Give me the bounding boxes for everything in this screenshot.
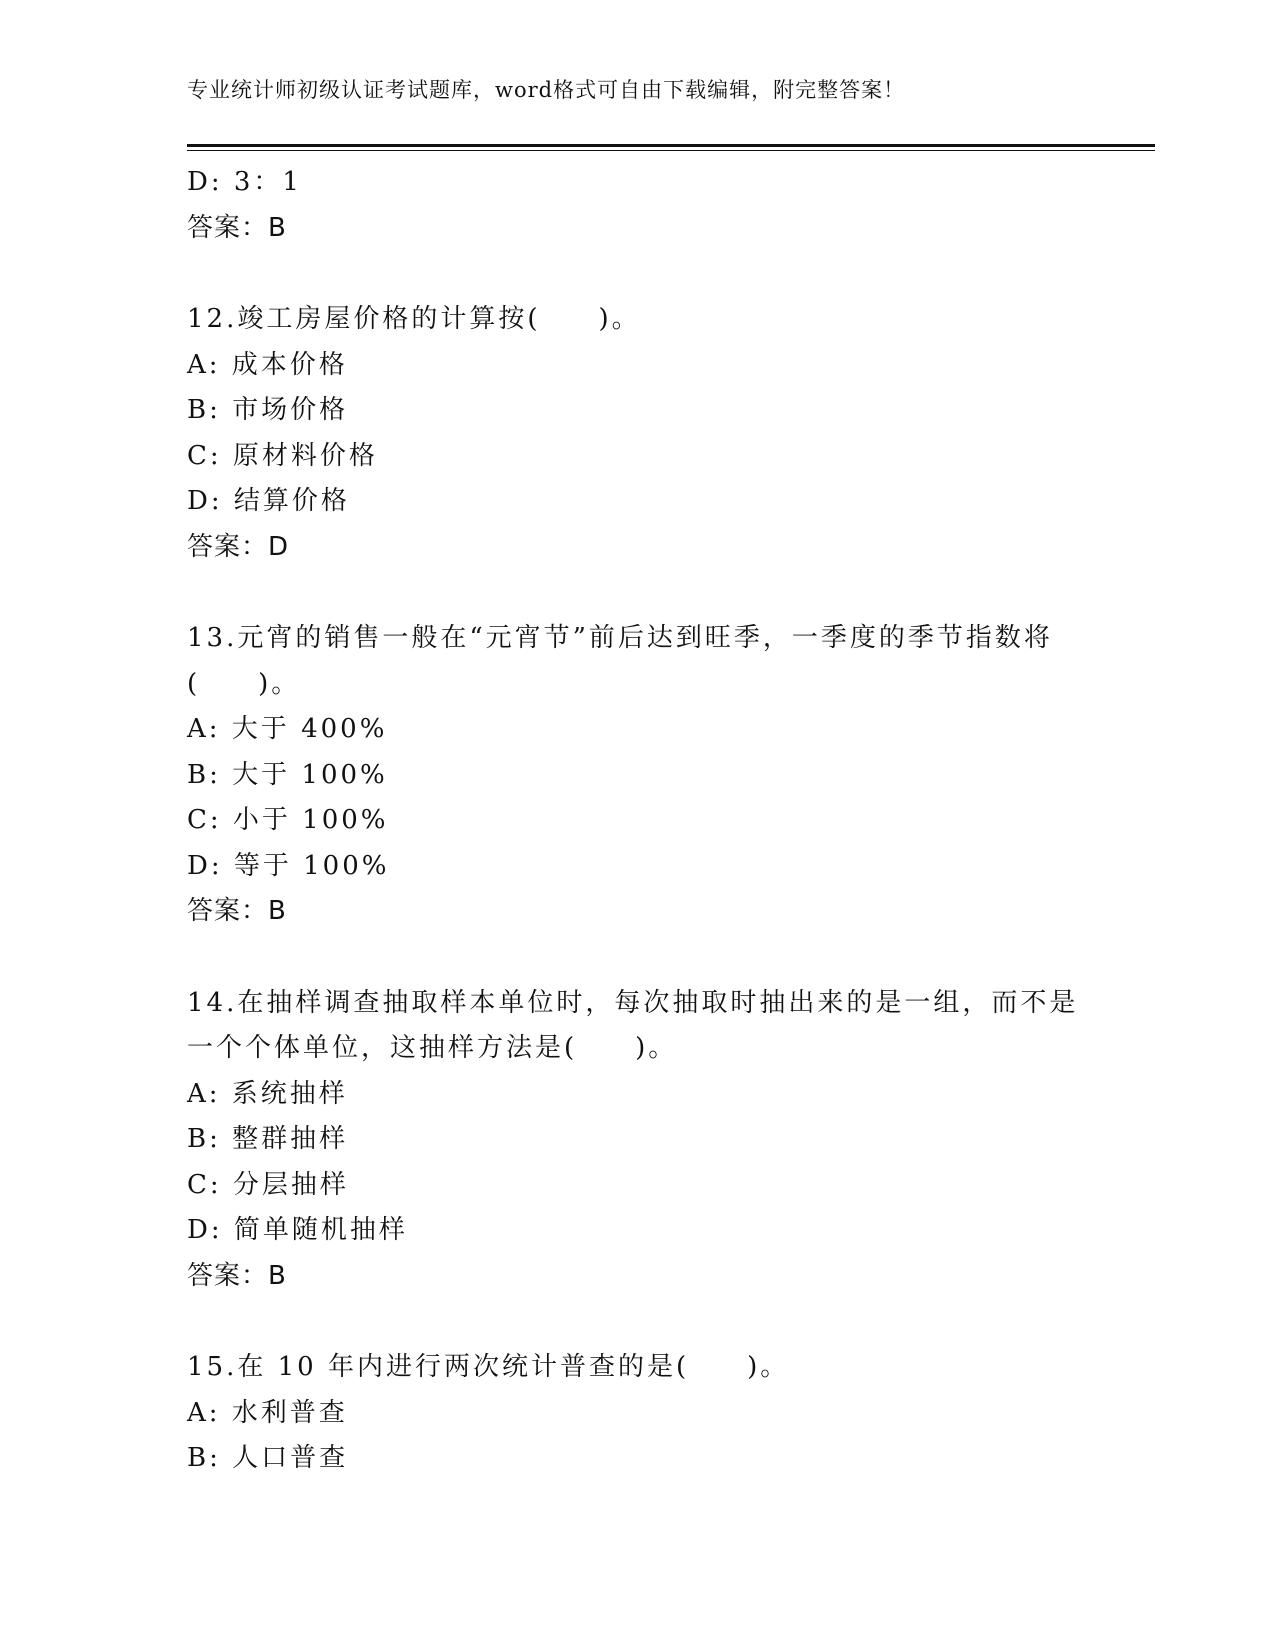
answer-line: 答案：B: [187, 896, 287, 926]
header-rule-thin: [187, 150, 1155, 151]
option-a: A: 系统抽样: [187, 1078, 348, 1109]
option-d: D: 等于 100%: [187, 850, 390, 881]
header-rule-thick: [187, 144, 1155, 147]
question-stem: 14.在抽样调查抽取样本单位时，每次抽取时抽出来的是一组，而不是一个个体单位，这抽样方法是( )。: [187, 987, 1079, 1063]
question-15: [187, 1345, 1087, 1482]
option-b: B: 大于 100%: [187, 759, 388, 790]
option-a: A: 水利普查: [187, 1397, 348, 1428]
question-stem: 15.在 10 年内进行两次统计普查的是( )。: [187, 1352, 790, 1382]
option-c: C: 原材料价格: [187, 440, 378, 471]
question-12: [187, 297, 1087, 570]
question-stem: 12.竣工房屋价格的计算按( )。: [187, 304, 641, 334]
option-a: A: 大于 400%: [187, 714, 388, 744]
option-b: B: 人口普查: [187, 1443, 349, 1473]
option-c: C: 分层抽样: [187, 1169, 349, 1200]
answer-line: 答案：B: [187, 212, 287, 243]
option-c: C: 小于 100%: [187, 805, 389, 835]
spacer: [187, 570, 1087, 616]
spacer: [187, 1299, 1087, 1345]
option-b: B: 整群抽样: [187, 1124, 349, 1154]
answer-line: 答案：D: [187, 531, 290, 562]
spacer: [187, 251, 1087, 297]
question-list: [187, 160, 1087, 1482]
option-a: A: 成本价格: [187, 349, 348, 380]
option-d: D: 3：1: [187, 167, 302, 197]
question-13: [187, 616, 1087, 935]
option-d: D: 简单随机抽样: [187, 1215, 408, 1245]
spacer: [187, 935, 1087, 981]
option-d: D: 结算价格: [187, 486, 350, 516]
page-header: 专业统计师初级认证考试题库，word格式可自由下载编辑，附完整答案！: [187, 78, 906, 102]
question-stem: 13.元宵的销售一般在“元宵节”前后达到旺季，一季度的季节指数将( )。: [187, 623, 1053, 699]
answer-line: 答案：B: [187, 1260, 287, 1291]
option-b: B: 市场价格: [187, 395, 349, 425]
question-14: [187, 981, 1087, 1300]
